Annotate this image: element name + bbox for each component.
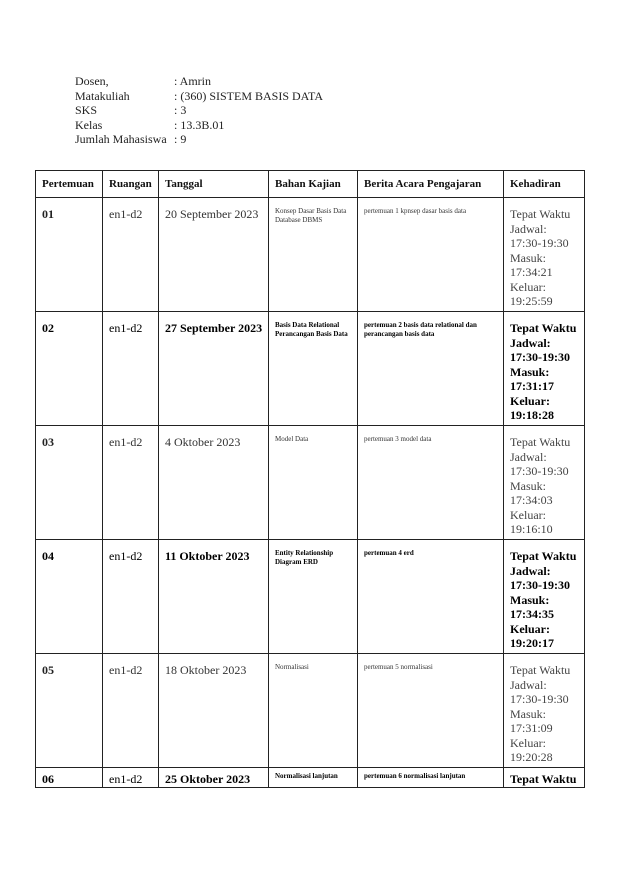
info-label: Matakuliah xyxy=(75,88,130,103)
kehadiran-line: 17:30-19:30 xyxy=(510,578,570,592)
kehadiran-status: Tepat Waktu xyxy=(510,772,577,786)
kehadiran-line: 17:34:03 xyxy=(510,493,553,507)
header-bahan-kajian: Bahan Kajian xyxy=(269,171,358,198)
cell-berita-acara: pertemuan 4 erd xyxy=(358,540,504,654)
cell-tanggal: 11 Oktober 2023 xyxy=(159,540,269,654)
kehadiran-status: Tepat Waktu xyxy=(510,207,571,221)
info-value: : 13.3B.01 xyxy=(174,117,225,132)
kehadiran-line: Masuk: xyxy=(510,706,546,721)
info-row-jumlah-mahasiswa xyxy=(75,132,323,147)
info-label: SKS xyxy=(75,103,98,118)
cell-ruangan: en1-d2 xyxy=(103,426,159,540)
table-row xyxy=(36,654,585,768)
cell-berita-acara: pertemuan 6 normalisasi lanjutan xyxy=(358,768,504,788)
table-row xyxy=(36,768,585,788)
kehadiran-line: 19:20:17 xyxy=(510,636,554,650)
cell-ruangan: en1-d2 xyxy=(103,312,159,426)
kehadiran-line: Keluar: xyxy=(510,393,550,408)
info-row-dosen xyxy=(75,74,323,89)
info-row-sks xyxy=(75,103,323,118)
cell-berita-acara: pertemuan 3 model data xyxy=(358,426,504,540)
info-label: Jumlah Mahasiswa xyxy=(75,132,167,147)
cell-ruangan: en1-d2 xyxy=(103,654,159,768)
info-value: : Amrin xyxy=(174,74,212,88)
table-row xyxy=(36,426,585,540)
kehadiran-line: 19:20:28 xyxy=(510,750,553,764)
cell-berita-acara: pertemuan 1 kpnsep dasar basis data xyxy=(358,198,504,312)
cell-pertemuan: 06 xyxy=(36,768,103,788)
header-tanggal: Tanggal xyxy=(159,171,269,198)
kehadiran-status: Tepat Waktu xyxy=(510,663,571,677)
kehadiran-line: 17:30-19:30 xyxy=(510,464,569,478)
kehadiran-line: Keluar: xyxy=(510,735,546,750)
cell-tanggal: 25 Oktober 2023 xyxy=(159,768,269,788)
cell-kehadiran xyxy=(504,654,585,768)
cell-kehadiran xyxy=(504,768,585,788)
table-row xyxy=(36,198,585,312)
course-info xyxy=(75,74,323,147)
kehadiran-line: Keluar: xyxy=(510,507,546,522)
kehadiran-line: 17:31:09 xyxy=(510,721,553,735)
kehadiran-line: Jadwal: xyxy=(510,221,547,236)
cell-ruangan: en1-d2 xyxy=(103,198,159,312)
cell-ruangan: en1-d2 xyxy=(103,768,159,788)
kehadiran-line: Jadwal: xyxy=(510,677,547,692)
kehadiran-line: Jadwal: xyxy=(510,335,551,350)
cell-bahan-kajian: Normalisasi lanjutan xyxy=(269,768,358,788)
kehadiran-line: 19:25:59 xyxy=(510,294,553,308)
cell-pertemuan: 05 xyxy=(36,654,103,768)
kehadiran-line: Keluar: xyxy=(510,621,550,636)
cell-tanggal: 18 Oktober 2023 xyxy=(159,654,269,768)
table-row xyxy=(36,312,585,426)
cell-kehadiran xyxy=(504,312,585,426)
kehadiran-line: 17:30-19:30 xyxy=(510,350,570,364)
info-value: : 3 xyxy=(174,103,187,118)
header-berita-acara: Berita Acara Pengajaran xyxy=(358,171,504,198)
cell-bahan-kajian: Konsep Dasar Basis Data Database DBMS xyxy=(269,198,358,312)
header-kehadiran: Kehadiran xyxy=(504,171,585,198)
cell-pertemuan: 03 xyxy=(36,426,103,540)
kehadiran-status: Tepat Waktu xyxy=(510,321,577,335)
info-row-kelas xyxy=(75,118,323,133)
table-header-row xyxy=(36,171,585,198)
cell-pertemuan: 01 xyxy=(36,198,103,312)
cell-ruangan: en1-d2 xyxy=(103,540,159,654)
info-label: Kelas xyxy=(75,117,103,132)
attendance-table xyxy=(35,170,585,788)
kehadiran-line: 17:31:17 xyxy=(510,379,554,393)
cell-kehadiran xyxy=(504,540,585,654)
kehadiran-status: Tepat Waktu xyxy=(510,549,577,563)
kehadiran-line: Masuk: xyxy=(510,592,550,607)
kehadiran-line: 17:34:21 xyxy=(510,265,553,279)
kehadiran-line: Masuk: xyxy=(510,478,546,493)
info-value: : (360) SISTEM BASIS DATA xyxy=(174,88,324,103)
cell-pertemuan: 04 xyxy=(36,540,103,654)
cell-bahan-kajian: Basis Data Relational Perancangan Basis Data xyxy=(269,312,358,426)
info-value: : 9 xyxy=(174,132,187,147)
kehadiran-status: Tepat Waktu xyxy=(510,435,571,449)
cell-tanggal: 20 September 2023 xyxy=(159,198,269,312)
table-row xyxy=(36,540,585,654)
cell-bahan-kajian: Normalisasi xyxy=(269,654,358,768)
kehadiran-line: 17:30-19:30 xyxy=(510,692,569,706)
kehadiran-line: 19:18:28 xyxy=(510,408,554,422)
cell-berita-acara: pertemuan 2 basis data relational dan perancangan basis data xyxy=(358,312,504,426)
cell-tanggal: 27 September 2023 xyxy=(159,312,269,426)
kehadiran-line: 17:34:35 xyxy=(510,607,554,621)
kehadiran-line: 19:16:10 xyxy=(510,522,553,536)
info-row-matakuliah xyxy=(75,89,323,104)
kehadiran-line: Masuk: xyxy=(510,250,546,265)
kehadiran-line: Jadwal: xyxy=(510,449,547,464)
cell-kehadiran xyxy=(504,198,585,312)
cell-bahan-kajian: Entity Relationship Diagram ERD xyxy=(269,540,358,654)
kehadiran-line: Jadwal: xyxy=(510,563,551,578)
cell-pertemuan: 02 xyxy=(36,312,103,426)
header-ruangan: Ruangan xyxy=(103,171,159,198)
kehadiran-line: Keluar: xyxy=(510,279,546,294)
kehadiran-line: Masuk: xyxy=(510,364,550,379)
cell-berita-acara: pertemuan 5 normalisasi xyxy=(358,654,504,768)
header-pertemuan: Pertemuan xyxy=(36,171,103,198)
cell-tanggal: 4 Oktober 2023 xyxy=(159,426,269,540)
kehadiran-line: 17:30-19:30 xyxy=(510,236,569,250)
cell-bahan-kajian: Model Data xyxy=(269,426,358,540)
info-label: Dosen, xyxy=(75,74,109,88)
cell-kehadiran xyxy=(504,426,585,540)
